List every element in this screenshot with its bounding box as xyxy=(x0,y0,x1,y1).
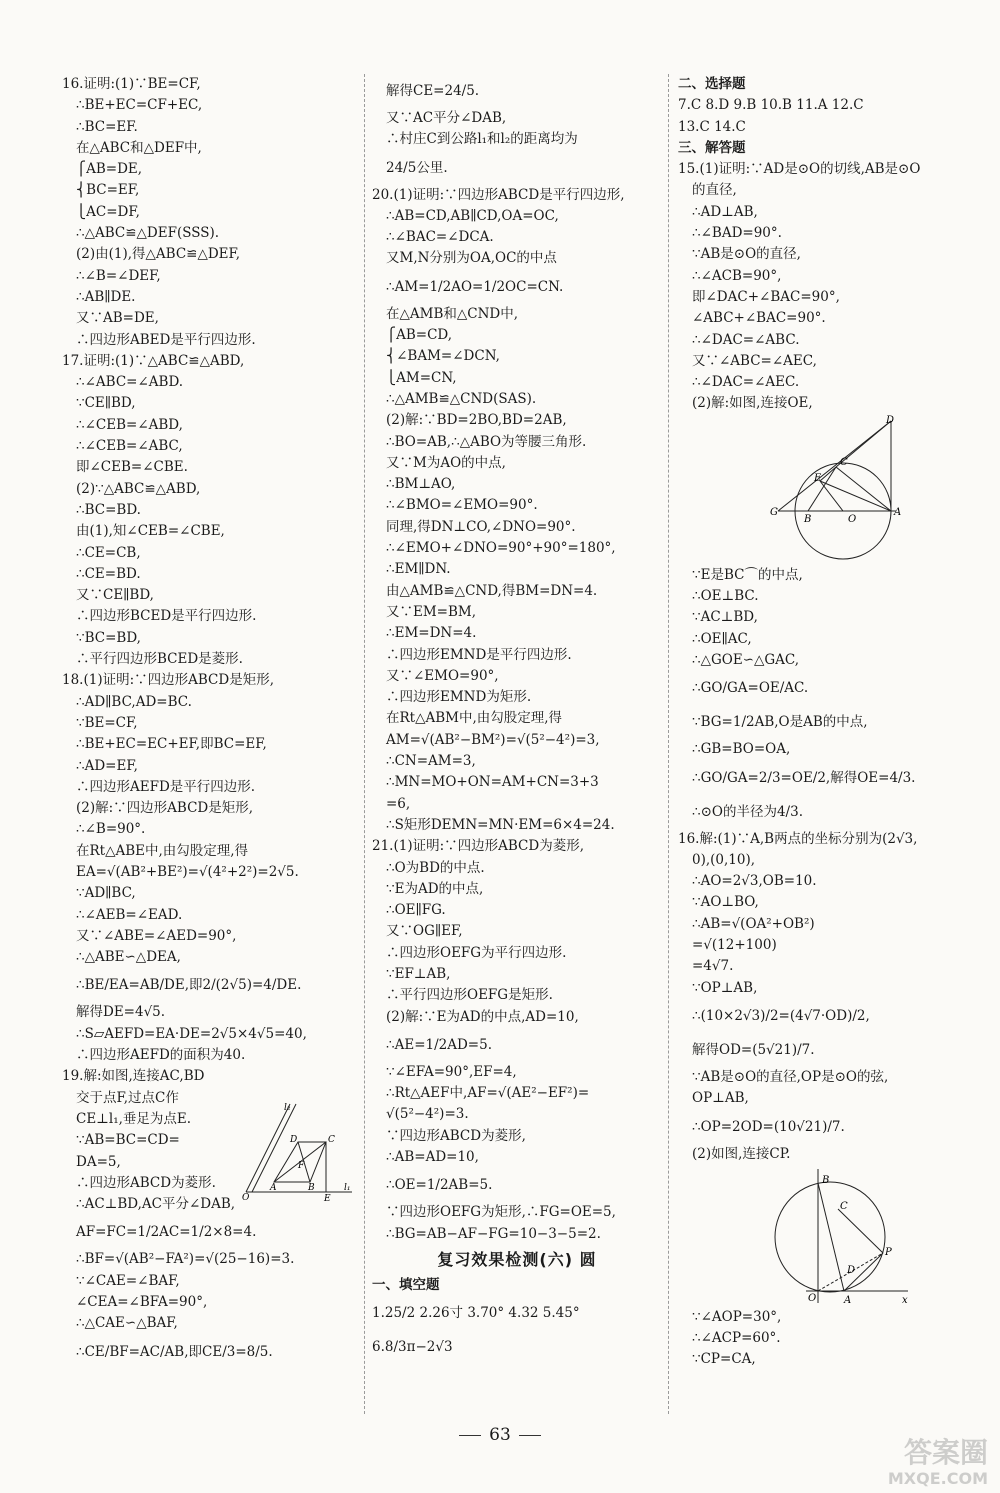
answer-line: ∴AB=AD=10, xyxy=(386,1149,479,1166)
answer-line: (2)如图,连接CP. xyxy=(692,1145,791,1162)
answer-line: =4√7. xyxy=(692,958,734,975)
fig-label-C2: C xyxy=(840,1200,848,1212)
answer-line: 20.(1)证明:∵四边形ABCD是平行四边形, xyxy=(372,186,625,203)
answer-line: 又∵CE∥BD, xyxy=(76,587,154,604)
watermark-url: MXQE.COM xyxy=(887,1469,988,1488)
answer-line: ∴AB=CD,AB∥CD,OA=OC, xyxy=(386,207,559,224)
answer-line: ∵OP⊥AB, xyxy=(692,979,758,996)
answer-line: 由△AMB≌△CND,得BM=DN=4. xyxy=(386,582,598,599)
answer-line: 13.C 14.C xyxy=(678,118,746,135)
answer-line: (2)由(1),得△ABC≌△DEF, xyxy=(76,246,241,263)
answer-line: AM=√(AB²−BM²)=√(5²−4²)=3, xyxy=(386,731,600,748)
answer-line: ∵CP=CA, xyxy=(692,1351,756,1368)
answer-line: AF=FC=1/2AC=1/2×8=4. xyxy=(76,1224,257,1241)
answer-line: ∴AE=1/2AD=5. xyxy=(386,1036,492,1053)
column-divider-2 xyxy=(668,74,669,1414)
answer-line: ∵AD∥BC, xyxy=(76,885,136,902)
answer-line: ∵EF⊥AB, xyxy=(386,965,451,982)
answer-line: ∴AB∥DE. xyxy=(76,288,136,305)
fig19-label-B: B xyxy=(308,1183,315,1193)
answer-line: ∴四边形ABCD为菱形. xyxy=(76,1174,216,1191)
answer-line: ∵四边形ABCD为菱形, xyxy=(386,1127,526,1144)
answer-line: 交于点F,过点C作 xyxy=(76,1089,179,1106)
answer-line: ∴⊙O的半径为4/3. xyxy=(692,803,803,820)
answer-line: ∴四边形OEFG为平行四边形. xyxy=(386,944,567,961)
answer-line: ∴CN=AM=3, xyxy=(386,753,476,770)
fig19-label-F: F xyxy=(298,1161,305,1171)
answer-line: ∵BG=1/2AB,O是AB的中点, xyxy=(692,714,868,731)
answer-line: ∴BO=AB,∴△ABO为等腰三角形. xyxy=(386,433,587,450)
answer-line: ∴∠ABC=∠ABD. xyxy=(76,374,184,391)
answer-line: ∴△CAE∽△BAF, xyxy=(76,1315,178,1332)
answer-line: (2)解:如图,连接OE, xyxy=(692,395,813,412)
answer-line: 17.证明:(1)∵△ABC≌△ABD, xyxy=(62,352,245,369)
figure-rhombus-roads xyxy=(240,1098,358,1202)
answer-line: 在Rt△ABE中,由勾股定理,得 xyxy=(76,842,249,859)
answer-line: (2)解:∵四边形ABCD是矩形, xyxy=(76,800,254,817)
answer-line: ∴BF=√(AB²−FA²)=√(25−16)=3. xyxy=(76,1251,295,1268)
section-title: 复习效果检测(六) 圆 xyxy=(437,1249,597,1269)
answer-line: 又∵∠ABE=∠AED=90°, xyxy=(76,927,237,944)
answer-line: ∵AC⊥BD, xyxy=(692,609,758,626)
answer-line: ∴村庄C到公路l₁和l₂的距离均为 xyxy=(386,131,578,148)
answer-line: ∴∠B=∠DEF, xyxy=(76,267,161,284)
answer-line: ∵BE=CF, xyxy=(76,714,138,731)
fig-label-G: G xyxy=(770,506,778,518)
answer-line: ∵∠AOP=30°, xyxy=(692,1308,782,1325)
answer-line: ∴OE⊥BC. xyxy=(692,588,759,605)
answer-line: 又∵AC平分∠DAB, xyxy=(386,110,507,126)
fig-label-B: B xyxy=(804,513,812,525)
answer-line: ∴△GOE∽△GAC, xyxy=(692,651,800,668)
answer-line: 由(1),知∠CEB=∠CBE, xyxy=(76,523,225,540)
answer-line: ⎧AB=CD, xyxy=(386,327,453,344)
fig19-label-A: A xyxy=(270,1183,277,1193)
fig19-label-D: D xyxy=(290,1135,298,1145)
answer-line: ∴GO/GA=OE/AC. xyxy=(692,680,809,697)
page-number-text: 63 xyxy=(489,1425,511,1445)
answer-line: ∵∠CAE=∠BAF, xyxy=(76,1272,180,1289)
answer-line: ∴MN=MO+ON=AM+CN=3+3 xyxy=(386,774,599,791)
answer-line: ∴AM=1/2AO=1/2OC=CN. xyxy=(386,278,564,295)
answer-line: ∴∠ACB=90°, xyxy=(692,267,782,284)
answer-line: ∴四边形BCED是平行四边形. xyxy=(76,608,257,625)
fig-label-B2: B xyxy=(822,1174,830,1186)
answer-line: ∴∠DAC=∠AEC. xyxy=(692,374,800,391)
answer-line: ∴BM⊥AO, xyxy=(386,476,456,493)
column-divider-1 xyxy=(364,74,365,1414)
answer-line: 又M,N分别为OA,OC的中点 xyxy=(386,250,557,267)
answer-line: (2)解:∵BD=2BO,BD=2AB, xyxy=(386,412,567,429)
answer-line: ∵BC=BD, xyxy=(76,629,141,646)
answer-line: (2)解:∵E为AD的中点,AD=10, xyxy=(386,1008,579,1025)
answer-line: EA=√(AB²+BE²)=√(4²+2²)=2√5. xyxy=(76,863,299,880)
fig-label-C: C xyxy=(840,456,848,468)
fig-label-D2: D xyxy=(847,1264,856,1276)
column-middle xyxy=(372,74,662,1364)
answer-line: 解得OD=(5√21)/7. xyxy=(692,1041,815,1058)
answer-line: 又∵AB=DE, xyxy=(76,310,159,327)
answer-line: 同理,得DN⊥CO,∠DNO=90°. xyxy=(386,518,576,535)
answer-line: =6, xyxy=(386,795,411,812)
answer-line: ∴平行四边形OEFG是矩形. xyxy=(386,987,553,1004)
figure-circle-tangent-svg xyxy=(678,415,978,565)
answer-line: ∵四边形OEFG为矩形,∴FG=OE=5, xyxy=(386,1204,616,1221)
fig19-label-C: C xyxy=(328,1135,335,1145)
answer-line: ∴AC⊥BD,AC平分∠DAB, xyxy=(76,1196,236,1213)
answer-line: ∴∠DAC=∠ABC. xyxy=(692,331,800,348)
answer-line: ∴EM∥DN. xyxy=(386,561,451,578)
answer-line: ∵AB=BC=CD= xyxy=(76,1132,180,1149)
answer-line: OP⊥AB, xyxy=(692,1090,749,1107)
answer-line: ∴△AMB≌△CND(SAS). xyxy=(386,390,537,407)
answer-line: 三、解答题 xyxy=(678,139,746,156)
answer-line: ∴GO/GA=2/3=OE/2,解得OE=4/3. xyxy=(692,769,916,786)
answer-line: ∴四边形EMND是平行四边形. xyxy=(386,646,572,663)
watermark-logo: 答案圈 xyxy=(903,1436,988,1469)
answer-line: 7.C 8.D 9.B 10.B 11.A 12.C xyxy=(678,97,864,114)
answer-line: 24/5公里. xyxy=(386,159,448,176)
answer-line: 又∵EM=BM, xyxy=(386,603,477,620)
page-number-dash-left xyxy=(459,1435,481,1436)
answer-line: 在△AMB和△CND中, xyxy=(386,305,519,322)
answer-line: ∴∠BMO=∠EMO=90°. xyxy=(386,497,538,514)
answer-line: ∴△ABE∽△DEA, xyxy=(76,949,181,966)
column-right-part-b xyxy=(678,565,978,1165)
answer-line: ∴OE∥AC, xyxy=(692,630,752,647)
answer-line: √(5²−4²)=3. xyxy=(386,1106,469,1123)
answer-line: ∴四边形EMND为矩形. xyxy=(386,689,532,706)
answer-line: ∴AD∥BC,AD=BC. xyxy=(76,693,192,710)
column-right xyxy=(678,74,978,1371)
answer-line: ∴∠ACP=60°. xyxy=(692,1330,781,1347)
answer-line: ∴CE/BF=AC/AB,即CE/3=8/5. xyxy=(76,1343,273,1360)
answer-line: 又∵∠EMO=90°, xyxy=(386,667,499,684)
answer-line: 即∠CEB=∠CBE. xyxy=(76,459,188,476)
fig-label-x: x xyxy=(902,1294,908,1306)
answer-line: ∵∠EFA=90°,EF=4, xyxy=(386,1063,517,1080)
answer-line: ⎩AM=CN, xyxy=(386,369,457,386)
answer-line: ∴∠CEB=∠ABC, xyxy=(76,438,183,455)
answer-line: ∴BE+EC=CF+EC, xyxy=(76,97,203,114)
answer-line: =√(12+100) xyxy=(692,937,777,954)
column-middle-after xyxy=(372,1275,662,1364)
figure-circle-coordinate xyxy=(678,1165,978,1307)
answer-line: ∴OE∥FG. xyxy=(386,902,446,919)
answer-line: ∵AO⊥BO, xyxy=(692,894,759,911)
answer-line: ∴∠B=90°. xyxy=(76,821,146,838)
answer-line: ∴△ABC≌△DEF(SSS). xyxy=(76,225,220,242)
answer-line: 的直径, xyxy=(692,182,737,199)
answer-line: ∴BC=BD. xyxy=(76,501,141,518)
answer-line: 解得DE=4√5. xyxy=(76,1004,166,1021)
answer-line: ∴GB=BO=OA, xyxy=(692,741,791,758)
answer-line: ∴CE=BD. xyxy=(76,565,141,582)
answer-line: ∴AD=EF, xyxy=(76,757,138,774)
answer-line: ∴S矩形DEMN=MN·EM=6×4=24. xyxy=(386,816,615,833)
column-right-part-a xyxy=(678,74,978,415)
answer-line: 16.解:(1)∵A,B两点的坐标分别为(2√3, xyxy=(678,830,918,847)
column-right-part-c xyxy=(678,1307,978,1371)
answer-line: ∠CEA=∠BFA=90°, xyxy=(76,1294,208,1311)
answer-line: 在Rt△ABM中,由勾股定理,得 xyxy=(386,710,563,727)
fig19-label-E: E xyxy=(324,1194,331,1202)
answer-line: 在△ABC和△DEF中, xyxy=(76,139,202,156)
answer-line: ∵AB是⊙O的直径, xyxy=(692,246,801,263)
answer-line: ∴OP=2OD=(10√21)/7. xyxy=(692,1118,845,1135)
answer-line: ∵AB是⊙O的直径,OP是⊙O的弦, xyxy=(692,1068,889,1085)
fig19-label-l1: l₁ xyxy=(344,1183,351,1193)
answer-line: 16.证明:(1)∵BE=CF, xyxy=(62,76,201,92)
fig-label-A: A xyxy=(894,506,902,518)
answer-line: ⎨∠BAM=∠DCN, xyxy=(386,348,500,365)
page-number-dash-right xyxy=(519,1435,541,1436)
answer-line: ∵CE∥BD, xyxy=(76,395,136,412)
answer-line: ⎧AB=DE, xyxy=(76,161,143,178)
fig-label-O: O xyxy=(848,513,857,525)
watermark xyxy=(828,1438,988,1488)
answer-line: ∴Rt△AEF中,AF=√(AE²−EF²)= xyxy=(386,1085,590,1102)
answer-line: 又∵M为AO的中点, xyxy=(386,454,506,471)
answer-line: ∴BE/EA=AB/DE,即2/(2√5)=4/DE. xyxy=(76,977,302,994)
answer-line: ∴∠CEB=∠ABD, xyxy=(76,416,183,433)
fig-label-P: P xyxy=(885,1246,892,1258)
answer-line: 15.(1)证明:∵AD是⊙O的切线,AB是⊙O xyxy=(678,161,921,178)
answer-line: 19.解:如图,连接AC,BD xyxy=(62,1068,205,1085)
fig19-label-l2: l₂ xyxy=(284,1103,291,1113)
answer-line: DA=5, xyxy=(76,1153,121,1170)
answer-line: ∴∠BAC=∠DCA. xyxy=(386,229,494,246)
answer-line: 又∵∠ABC=∠AEC, xyxy=(692,352,817,369)
answer-line: 解得CE=24/5. xyxy=(386,83,480,99)
answer-line: 二、选择题 xyxy=(678,76,746,92)
fig-label-O2: O xyxy=(808,1292,817,1304)
answer-line: ∴∠AEB=∠EAD. xyxy=(76,906,183,923)
figure-circle-coordinate-svg xyxy=(678,1165,978,1307)
answer-line: ∴BC=EF. xyxy=(76,118,138,135)
answer-line: 18.(1)证明:∵四边形ABCD是矩形, xyxy=(62,672,275,689)
answer-line: ∵E为AD的中点, xyxy=(386,880,484,897)
answer-line: ∴O为BD的中点. xyxy=(386,859,485,876)
fig19-label-O: O xyxy=(242,1193,250,1202)
answer-line: ∴EM=DN=4. xyxy=(386,625,477,642)
answer-line: CE⊥l₁,垂足为点E. xyxy=(76,1110,192,1127)
answer-line: ∴OE=1/2AB=5. xyxy=(386,1177,493,1194)
fig-label-D: D xyxy=(886,414,895,426)
answer-line: ∴S▱AEFD=EA·DE=2√5×4√5=40, xyxy=(76,1025,307,1042)
figure-circle-tangent xyxy=(678,415,978,565)
answer-line: ⎨BC=EF, xyxy=(76,182,140,199)
answer-line: ∴AO=2√3,OB=10. xyxy=(692,873,817,890)
answer-line: 又∵OG∥EF, xyxy=(386,923,463,940)
answer-line: ⎩AC=DF, xyxy=(76,203,140,220)
answer-line: ∴AB=√(OA²+OB²) xyxy=(692,915,815,932)
answer-line: 即∠DAC+∠BAC=90°, xyxy=(692,288,840,305)
answer-line: ∴四边形AEFD是平行四边形. xyxy=(76,778,256,795)
answer-line: 6.8/3π−2√3 xyxy=(372,1339,453,1356)
column-middle-lines xyxy=(372,74,662,1245)
answer-line: 0),(0,10), xyxy=(692,851,756,868)
answer-line: ∴四边形AEFD的面积为40. xyxy=(76,1047,246,1064)
answer-line: ∴CE=CB, xyxy=(76,544,141,561)
answer-line: 1.25/2 2.26寸 3.70° 4.32 5.45° xyxy=(372,1305,580,1322)
answer-line: ∴BE+EC=EC+EF,即BC=EF, xyxy=(76,736,267,753)
answer-line: (2)∵△ABC≌△ABD, xyxy=(76,480,201,497)
answer-line: ∴AD⊥AB, xyxy=(692,203,758,220)
answer-line: ∴(10×2√3)/2=(4√7·OD)/2, xyxy=(692,1007,870,1024)
answer-line: ∵E是BC⌒的中点, xyxy=(692,566,803,583)
answer-line: 一、填空题 xyxy=(372,1276,440,1293)
answer-line: ∠ABC+∠BAC=90°. xyxy=(692,310,826,327)
fig-label-A2: A xyxy=(844,1294,852,1306)
answer-line: ∴∠BAD=90°. xyxy=(692,225,782,242)
answer-line: 21.(1)证明:∵四边形ABCD为菱形, xyxy=(372,838,585,855)
answer-line: ∴BG=AB−AF−FG=10−3−5=2. xyxy=(386,1225,601,1242)
answer-line: ∴平行四边形BCED是菱形. xyxy=(76,651,243,668)
answer-line: ∴∠EMO+∠DNO=90°+90°=180°, xyxy=(386,540,616,557)
fig-label-E: E xyxy=(814,472,822,484)
answer-line: ∴四边形ABED是平行四边形. xyxy=(76,331,256,348)
